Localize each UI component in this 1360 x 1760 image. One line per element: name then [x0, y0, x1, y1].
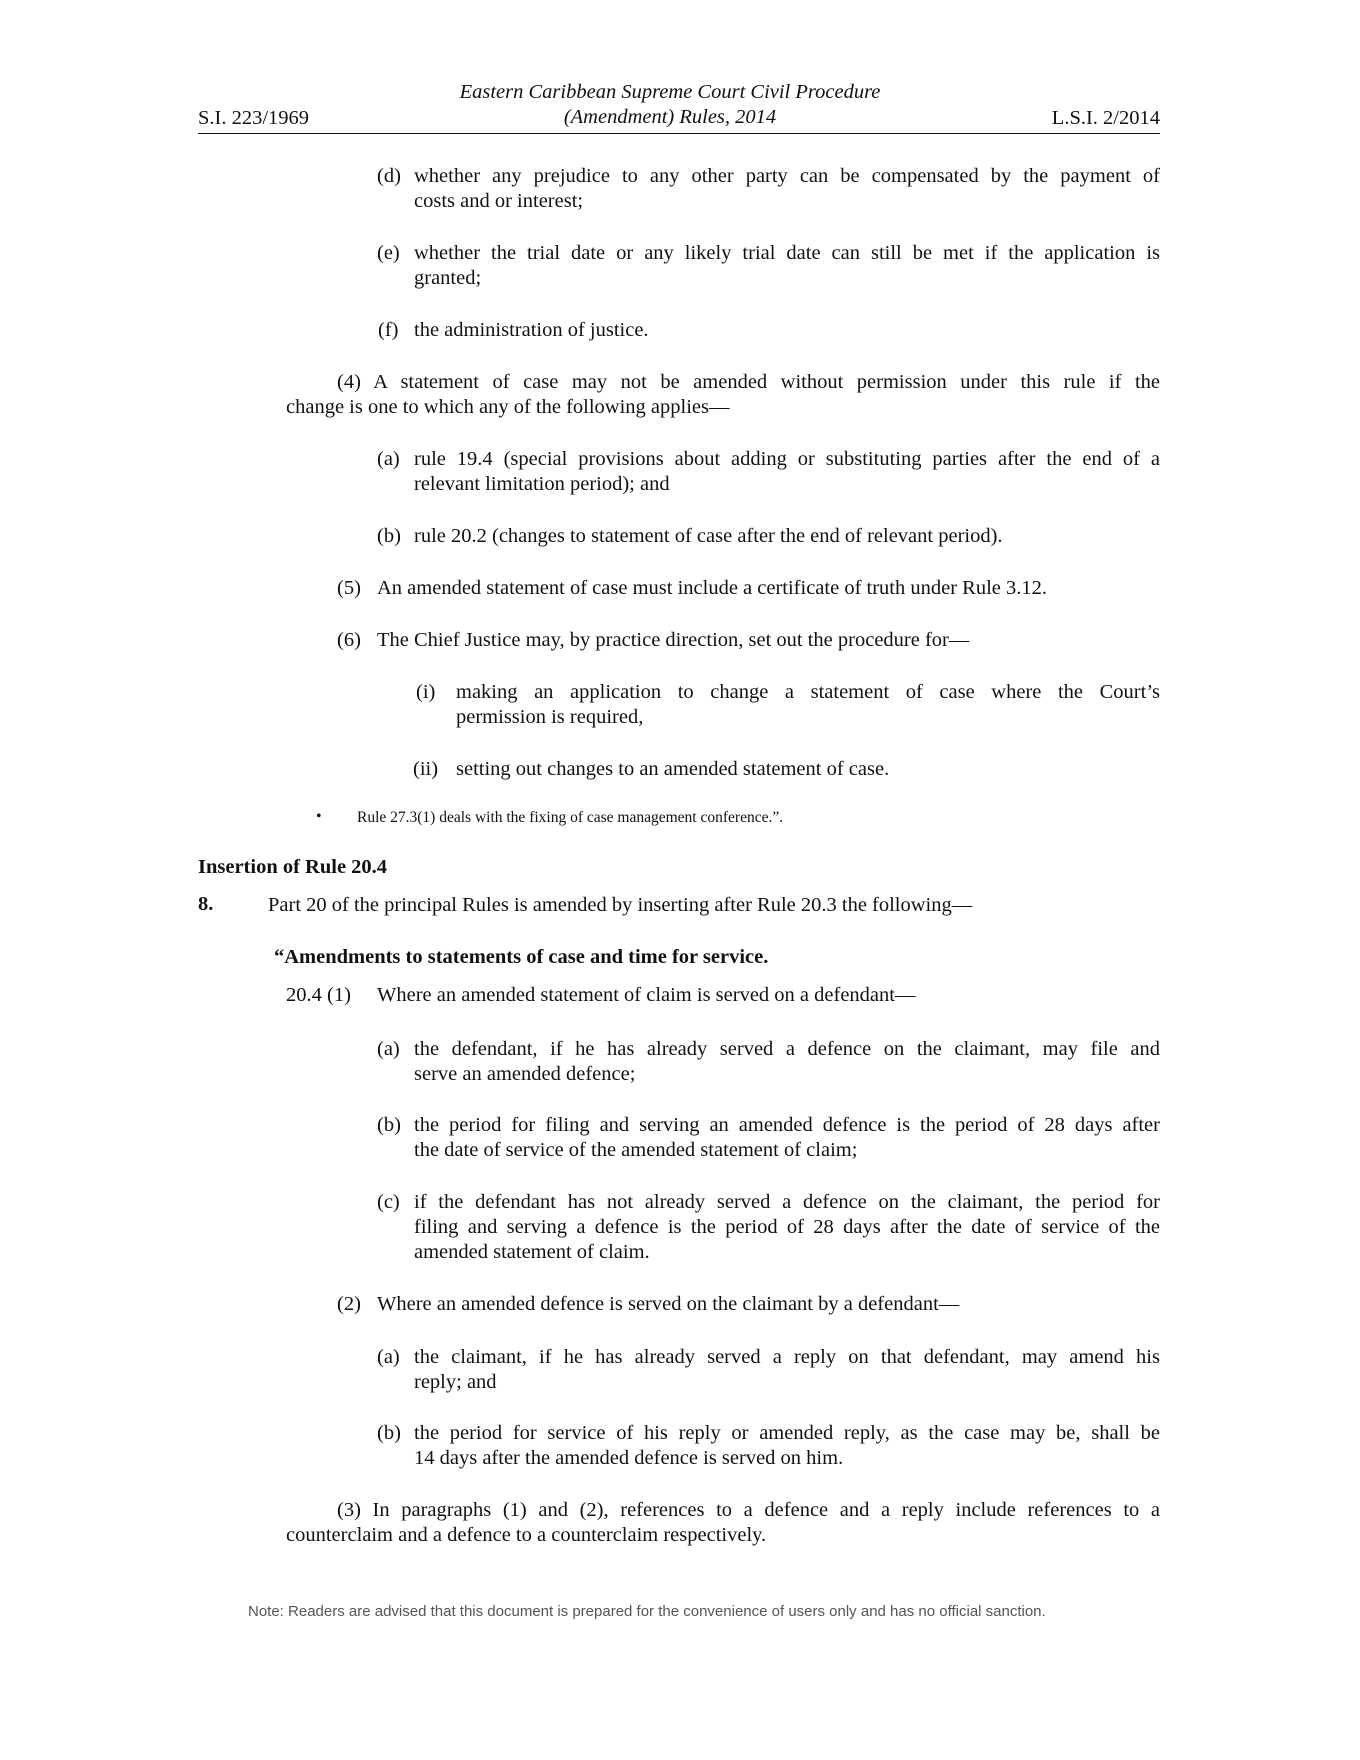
item-text-line: whether the trial date or any likely trial date can still be met if the application is	[414, 242, 1160, 264]
item-text-line: the period for filing and serving an amended defence is the period of 28 days after	[414, 1114, 1160, 1136]
running-title-line-1: Eastern Caribbean Supreme Court Civil Procedure	[459, 81, 881, 103]
bullet-symbol: •	[316, 808, 322, 825]
footer-disclaimer: Note: Readers are advised that this document is prepared for the convenience of users only and has no official sanction.	[248, 1603, 1046, 1620]
item-text-line: permission is required,	[456, 706, 644, 728]
item-text-line: the date of service of the amended statement of claim;	[414, 1139, 858, 1161]
item-label: (a)	[377, 1038, 400, 1060]
item-label: (ii)	[413, 758, 439, 780]
item-text-line: the defendant, if he has already served a defence on the claimant, may file and	[414, 1038, 1160, 1060]
item-text-line: 14 days after the amended defence is served on him.	[414, 1447, 844, 1469]
section-number: 8.	[198, 893, 214, 915]
rule-paragraph-label: (2)	[337, 1293, 361, 1315]
item-text-line: making an application to change a statement of case where the Court’s	[456, 681, 1160, 703]
item-label: (i)	[416, 681, 436, 703]
rule-paragraph-2-text: Where an amended defence is served on the claimant by a defendant—	[377, 1293, 960, 1315]
paragraph-5-text: An amended statement of case must include a certificate of truth under Rule 3.12.	[377, 577, 1048, 599]
paragraph-4-line: change is one to which any of the following applies—	[286, 396, 730, 418]
item-text-line: relevant limitation period); and	[414, 473, 670, 495]
running-title-line-2: (Amendment) Rules, 2014	[563, 106, 777, 128]
item-text-line: costs and or interest;	[414, 190, 584, 212]
item-text-line: granted;	[414, 267, 482, 289]
running-title	[400, 80, 940, 130]
item-text-line: setting out changes to an amended statement of case.	[456, 758, 890, 780]
paragraph-4-line: (4) A statement of case may not be amended without permission under this rule if the	[337, 371, 1160, 393]
item-label: (f)	[378, 319, 399, 341]
section-heading: Insertion of Rule 20.4	[198, 856, 388, 878]
item-text-line: the claimant, if he has already served a reply on that defendant, may amend his	[414, 1346, 1160, 1368]
bullet-note: Rule 27.3(1) deals with the fixing of case management conference.”.	[357, 809, 784, 826]
rule-paragraph-3-line: (3) In paragraphs (1) and (2), references to a defence and a reply include references to a	[337, 1499, 1160, 1521]
paragraph-label: (6)	[337, 629, 361, 651]
item-text-line: the period for service of his reply or amended reply, as the case may be, shall be	[414, 1422, 1160, 1444]
header-rule	[198, 133, 1160, 134]
rule-paragraph-1-text: Where an amended statement of claim is served on a defendant—	[377, 984, 916, 1006]
item-text-line: amended statement of claim.	[414, 1241, 650, 1263]
item-label: (c)	[377, 1191, 400, 1213]
item-label: (e)	[377, 242, 400, 264]
item-text-line: serve an amended defence;	[414, 1063, 636, 1085]
item-label: (b)	[377, 525, 401, 547]
item-text-line: reply; and	[414, 1371, 497, 1393]
header-si-number: S.I. 223/1969	[198, 107, 310, 129]
item-text-line: filing and serving a defence is the period of 28 days after the date of service of the	[414, 1216, 1160, 1238]
section-text: Part 20 of the principal Rules is amended by inserting after Rule 20.3 the following—	[268, 894, 973, 916]
item-text-line: if the defendant has not already served a defence on the claimant, the period for	[414, 1191, 1160, 1213]
item-label: (d)	[377, 165, 401, 187]
item-text-line: the administration of justice.	[414, 319, 649, 341]
item-label: (a)	[377, 448, 400, 470]
item-text-line: rule 19.4 (special provisions about adding or substituting parties after the end of a	[414, 448, 1160, 470]
rule-heading: “Amendments to statements of case and time for service.	[274, 946, 769, 968]
item-text-line: whether any prejudice to any other party can be compensated by the payment of	[414, 165, 1160, 187]
paragraph-6-text: The Chief Justice may, by practice direction, set out the procedure for—	[377, 629, 970, 651]
item-label: (a)	[377, 1346, 400, 1368]
item-text-line: rule 20.2 (changes to statement of case after the end of relevant period).	[414, 525, 1003, 547]
paragraph-label: (5)	[337, 577, 361, 599]
rule-paragraph-label: 20.4 (1)	[286, 984, 351, 1006]
item-label: (b)	[377, 1422, 401, 1444]
item-label: (b)	[377, 1114, 401, 1136]
rule-paragraph-3-line: counterclaim and a defence to a counterclaim respectively.	[286, 1524, 767, 1546]
header-lsi-number: L.S.I. 2/2014	[1051, 107, 1160, 129]
